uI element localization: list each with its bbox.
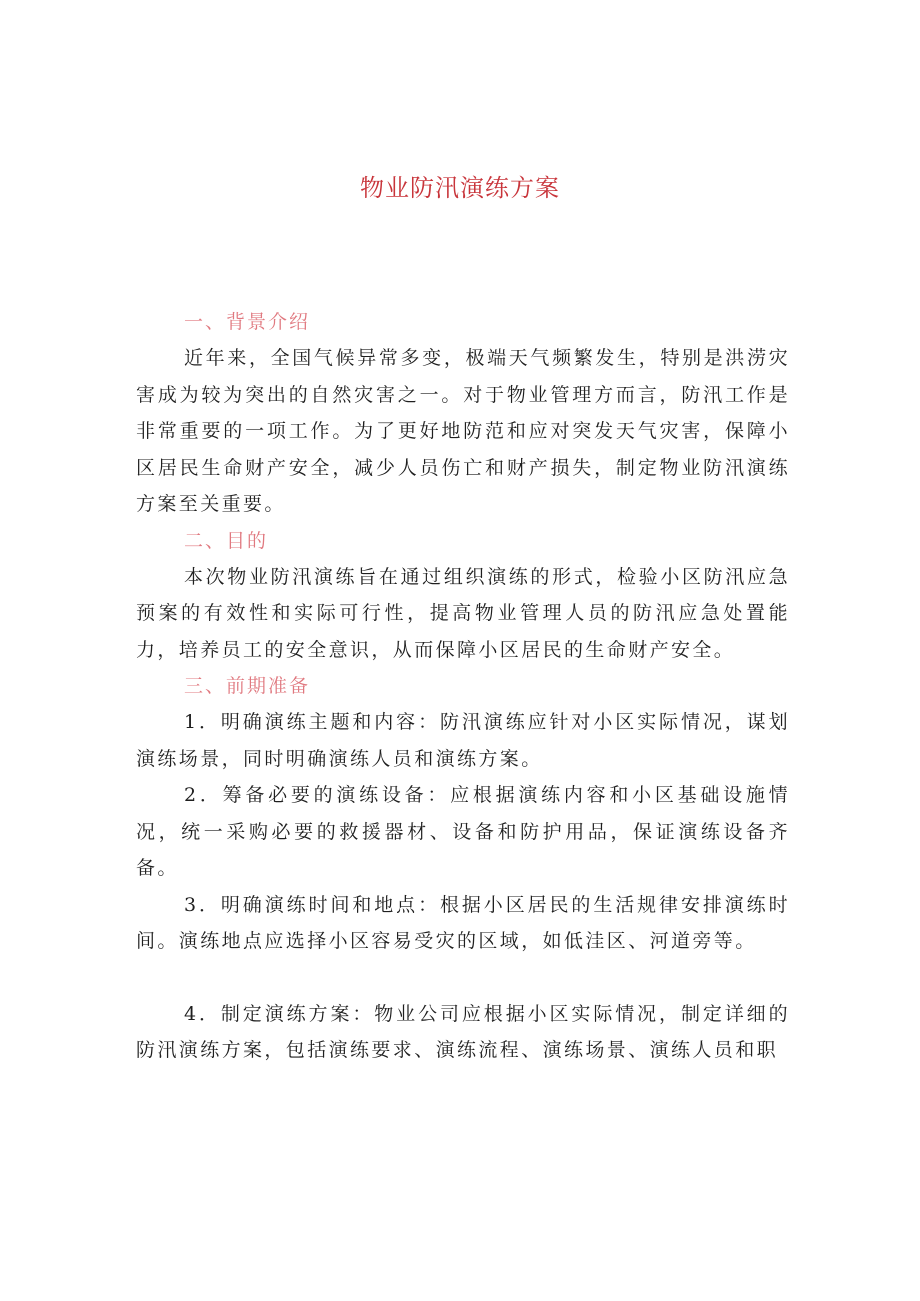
paragraph-purpose: 本次物业防汛演练旨在通过组织演练的形式，检验小区防汛应急预案的有效性和实际可行性，提高物业管理人员的防汛应急处置能力，培养员工的安全意识，从而保障小区居民的生命财产安全。 [136, 565, 790, 661]
document-body [136, 304, 790, 1069]
paragraph-prep-item-1: 1．明确演练主题和内容：防汛演练应针对小区实际情况，谋划演练场景，同时明确演练人员和演练方案。 [136, 711, 790, 770]
paragraph-background: 近年来，全国气候异常多变，极端天气频繁发生，特别是洪涝灾害成为较为突出的自然灾害之一。对于物业管理方而言，防汛工作是非常重要的一项工作。为了更好地防范和应对突发天气灾害，保障小区居民生命财产安全，减少人员伤亡和财产损失，制定物业防汛演练方案至关重要。 [136, 347, 790, 515]
paragraph-prep-item-3: 3．明确演练时间和地点：根据小区居民的生活规律安排演练时间。演练地点应选择小区容易受灾的区域，如低洼区、河道旁等。 [136, 893, 790, 952]
paragraph-prep-item-4: 4．制定演练方案：物业公司应根据小区实际情况，制定详细的防汛演练方案，包括演练要求、演练流程、演练场景、演练人员和职 [136, 1002, 790, 1061]
paragraph-gap [136, 960, 790, 996]
paragraph-prep-item-2: 2．筹备必要的演练设备：应根据演练内容和小区基础设施情况，统一采购必要的救援器材、设备和防护用品，保证演练设备齐备。 [136, 784, 790, 879]
document-title: 物业防汛演练方案 [360, 174, 560, 202]
section-heading-background: 一、背景介绍 [184, 311, 311, 333]
section-heading-purpose: 二、目的 [184, 529, 269, 552]
section-heading-preparation: 三、前期准备 [184, 675, 311, 697]
